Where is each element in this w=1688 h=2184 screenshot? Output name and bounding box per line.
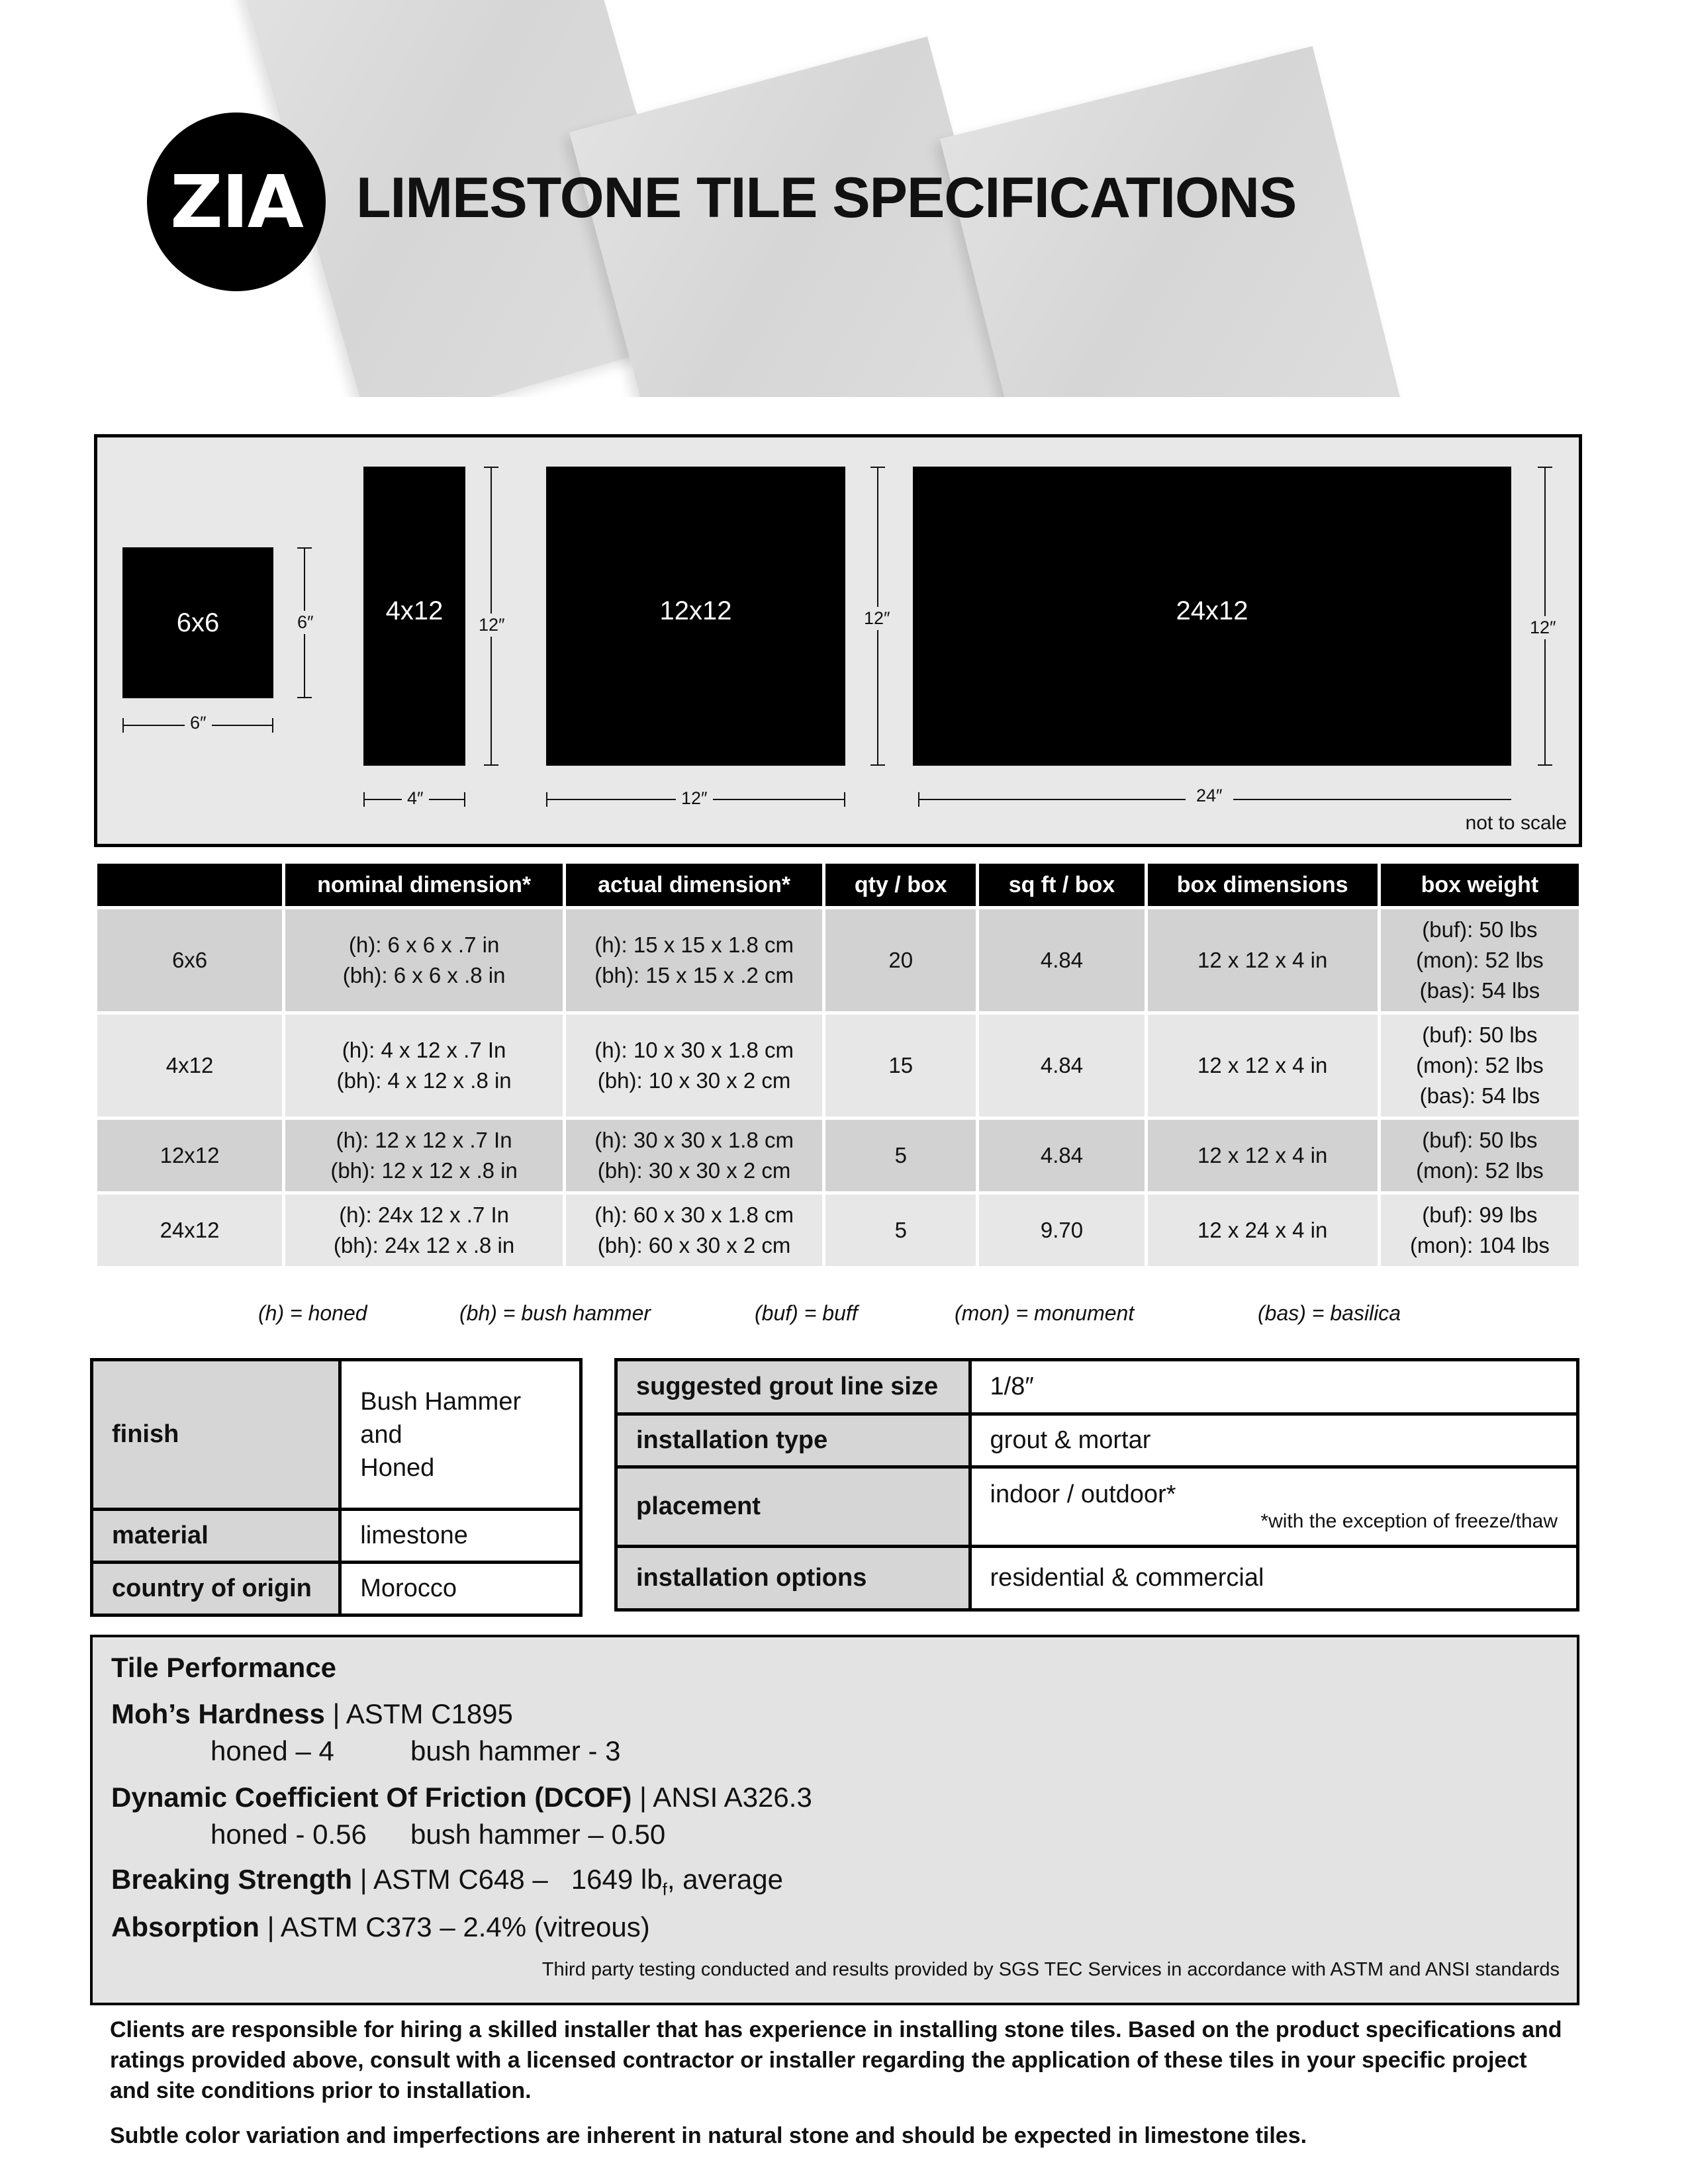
breaking-label: Breaking Strength <box>111 1864 353 1895</box>
placement-label: placement <box>616 1467 970 1547</box>
placement-value <box>970 1467 1577 1547</box>
size-cell: 4x12 <box>97 1015 282 1116</box>
box-dimensions-cell: 12 x 24 x 4 in <box>1148 1195 1378 1266</box>
performance-title: Tile Performance <box>111 1652 337 1683</box>
height-label: 6″ <box>296 611 315 634</box>
mohs-standard: | ASTM C1895 <box>324 1698 513 1729</box>
testing-note: Third party testing conducted and results provided by SGS TEC Services in accordance with ASTM and ANSI standards <box>541 1959 1560 1980</box>
dimension-tick <box>546 792 547 807</box>
finish-value <box>340 1360 581 1510</box>
width-label: 12″ <box>676 788 713 809</box>
placement-text: indoor / outdoor* <box>990 1480 1176 1508</box>
installation-options-value: residential & commercial <box>970 1547 1577 1610</box>
cell-line: (buf): 50 lbs <box>1422 917 1538 942</box>
column-header: nominal dimension* <box>285 864 563 906</box>
dcof-line <box>111 1782 812 1813</box>
mohs-honed: honed – 4 <box>211 1735 334 1766</box>
not-to-scale-note: not to scale <box>1465 812 1567 834</box>
nominal-cell <box>285 1120 563 1191</box>
tile-12x12 <box>546 467 845 766</box>
installation-type-row <box>616 1414 1578 1467</box>
specifications-table <box>94 860 1582 1269</box>
material-row <box>92 1510 581 1563</box>
tile-4x12 <box>363 467 465 766</box>
weight-cell <box>1381 1015 1579 1116</box>
installation-options-label: installation options <box>616 1547 970 1610</box>
column-header <box>97 864 282 906</box>
installer-disclaimer: Clients are responsible for hiring a skilled installer that has experience in installing stone tiles. Based on the product specifications and ratings provided above, consult with a licensed contractor or installer regarding the application of these tiles in your specific project and site conditions prior to installation. <box>110 2017 1562 2103</box>
size-cell: 6x6 <box>97 909 282 1011</box>
cell-line: (mon): 52 lbs <box>1416 1053 1544 1077</box>
breaking-strength-line <box>111 1864 783 1899</box>
grout-label: suggested grout line size <box>616 1360 970 1414</box>
cell-line: (bas): 54 lbs <box>1419 978 1540 1003</box>
installation-type-value: grout & mortar <box>970 1414 1577 1467</box>
cell-line: (h): 4 x 12 x .7 In <box>342 1038 506 1062</box>
cell-line: (bh): 4 x 12 x .8 in <box>336 1068 512 1093</box>
legend-item: (bas) = basilica <box>1258 1301 1401 1325</box>
column-header: qty / box <box>825 864 976 906</box>
dimension-tick <box>484 467 498 468</box>
finish-label: finish <box>92 1360 340 1510</box>
absorption-standard: | ASTM C373 – 2.4% (vitreous) <box>259 1911 650 1942</box>
column-header: box dimensions <box>1148 864 1378 906</box>
qty-cell: 5 <box>825 1195 976 1266</box>
finish-line: and <box>360 1420 402 1449</box>
cell-line: (bh): 15 x 15 x .2 cm <box>594 963 794 987</box>
tile-label: 4x12 <box>385 596 444 625</box>
cell-line: (bas): 54 lbs <box>1419 1083 1540 1108</box>
tile-24x12 <box>913 467 1511 766</box>
origin-label: country of origin <box>92 1563 340 1615</box>
mohs-bush-hammer: bush hammer - 3 <box>410 1735 621 1766</box>
abbreviation-legend <box>94 1301 1582 1334</box>
width-label: 4″ <box>402 788 429 809</box>
box-dimensions-cell: 12 x 12 x 4 in <box>1148 1120 1378 1191</box>
sqft-cell: 9.70 <box>979 1195 1144 1266</box>
mohs-label: Moh’s Hardness <box>111 1698 325 1729</box>
weight-cell <box>1381 1195 1579 1266</box>
cell-line: (bh): 10 x 30 x 2 cm <box>597 1068 791 1093</box>
tile-label: 24x12 <box>1176 596 1248 625</box>
cell-line: (h): 24x 12 x .7 In <box>339 1203 509 1227</box>
sqft-cell: 4.84 <box>979 1015 1144 1116</box>
qty-cell: 5 <box>825 1120 976 1191</box>
table-row <box>97 1120 1579 1191</box>
cell-line: (buf): 50 lbs <box>1422 1023 1538 1047</box>
cell-line: (bh): 6 x 6 x .8 in <box>342 963 506 987</box>
dimension-tick <box>272 718 273 733</box>
size-cell: 12x12 <box>97 1120 282 1191</box>
column-header: box weight <box>1381 864 1579 906</box>
weight-cell <box>1381 1120 1579 1191</box>
finish-line: Bush Hammer <box>360 1387 522 1416</box>
cell-line: (h): 10 x 30 x 1.8 cm <box>594 1038 794 1062</box>
tile-performance-box <box>90 1635 1579 2005</box>
finish-line: Honed <box>360 1453 435 1482</box>
cell-line: (bh): 12 x 12 x .8 in <box>330 1158 518 1183</box>
box-dimensions-cell: 12 x 12 x 4 in <box>1148 909 1378 1011</box>
cell-line: (bh): 24x 12 x .8 in <box>333 1233 515 1257</box>
qty-cell: 20 <box>825 909 976 1011</box>
sqft-cell: 4.84 <box>979 909 1144 1011</box>
cell-line: (mon): 52 lbs <box>1416 948 1544 972</box>
sqft-cell: 4.84 <box>979 1120 1144 1191</box>
cell-line: (h): 15 x 15 x 1.8 cm <box>594 933 794 957</box>
breaking-standard: | ASTM C648 – 1649 lb <box>352 1864 663 1895</box>
dimension-tick <box>1538 764 1552 766</box>
absorption-line <box>111 1911 650 1943</box>
dimension-tick <box>484 764 498 766</box>
dcof-standard: | ANSI A326.3 <box>632 1782 812 1813</box>
height-label: 12″ <box>863 607 892 630</box>
origin-row <box>92 1563 581 1615</box>
cell-line: (bh): 60 x 30 x 2 cm <box>597 1233 791 1257</box>
tile-6x6 <box>122 547 273 698</box>
logo-text: ZIA <box>170 159 303 244</box>
dcof-label: Dynamic Coefficient Of Friction (DCOF) <box>111 1782 632 1813</box>
nominal-cell <box>285 1015 563 1116</box>
cell-line: (h): 30 x 30 x 1.8 cm <box>594 1128 794 1152</box>
weight-cell <box>1381 909 1579 1011</box>
legend-item: (h) = honed <box>258 1301 367 1325</box>
table-row <box>97 1195 1579 1266</box>
page-title: LIMESTONE TILE SPECIFICATIONS <box>356 166 1297 230</box>
actual-cell <box>566 1015 822 1116</box>
cell-line: (mon): 104 lbs <box>1409 1233 1550 1257</box>
dimension-tick <box>918 792 919 807</box>
table-row <box>97 1015 1579 1116</box>
finish-row <box>92 1360 581 1510</box>
installation-info-table <box>614 1358 1579 1612</box>
qty-cell: 15 <box>825 1015 976 1116</box>
dimension-tick <box>297 697 312 698</box>
legend-item: (bh) = bush hammer <box>459 1301 651 1325</box>
width-label: 6″ <box>185 713 212 733</box>
dimension-tick <box>870 764 885 766</box>
height-label: 12″ <box>477 614 506 637</box>
tile-label: 12x12 <box>659 596 732 625</box>
tile-label: 6x6 <box>176 608 220 637</box>
cell-line: (h): 12 x 12 x .7 In <box>336 1128 512 1152</box>
tile-size-diagram <box>94 434 1582 847</box>
width-label: 24″ <box>1186 786 1233 806</box>
table-row <box>97 909 1579 1011</box>
actual-cell <box>566 1120 822 1191</box>
dcof-bush-hammer: bush hammer – 0.50 <box>410 1819 666 1850</box>
legend-item: (buf) = buff <box>755 1301 858 1325</box>
origin-value: Morocco <box>340 1563 581 1615</box>
height-label: 12″ <box>1528 616 1558 639</box>
cell-line: (bh): 30 x 30 x 2 cm <box>597 1158 791 1183</box>
zia-logo <box>147 113 326 291</box>
dimension-tick <box>363 792 365 807</box>
dimension-tick <box>844 792 845 807</box>
nominal-cell <box>285 909 563 1011</box>
cell-line: (buf): 50 lbs <box>1422 1128 1538 1152</box>
grout-value: 1/8″ <box>970 1360 1577 1414</box>
mohs-hardness-line <box>111 1698 513 1730</box>
installation-type-label: installation type <box>616 1414 970 1467</box>
cell-line: (h): 60 x 30 x 1.8 cm <box>594 1203 794 1227</box>
cell-line: (mon): 52 lbs <box>1416 1158 1544 1183</box>
nominal-cell <box>285 1195 563 1266</box>
breaking-subscript: f <box>662 1879 667 1899</box>
material-info-table <box>90 1358 583 1617</box>
legend-item: (mon) = monument <box>955 1301 1135 1325</box>
cell-line: (buf): 99 lbs <box>1422 1203 1538 1227</box>
placement-note: *with the exception of freeze/thaw <box>1260 1510 1558 1532</box>
dimension-tick <box>122 718 124 733</box>
dimension-tick <box>297 547 312 549</box>
column-header: sq ft / box <box>979 864 1144 906</box>
dimension-tick <box>464 792 465 807</box>
dimension-tick <box>1538 467 1552 468</box>
column-header: actual dimension* <box>566 864 822 906</box>
table-header-row <box>97 864 1579 906</box>
breaking-tail: , average <box>667 1864 783 1895</box>
color-variation-note: Subtle color variation and imperfections are inherent in natural stone and should be expected in limestone tiles. <box>110 2123 1307 2148</box>
material-label: material <box>92 1510 340 1563</box>
actual-cell <box>566 909 822 1011</box>
actual-cell <box>566 1195 822 1266</box>
grout-row <box>616 1360 1578 1414</box>
absorption-label: Absorption <box>111 1911 259 1942</box>
placement-row <box>616 1467 1578 1547</box>
size-cell: 24x12 <box>97 1195 282 1266</box>
material-value: limestone <box>340 1510 581 1563</box>
dimension-tick <box>870 467 885 468</box>
box-dimensions-cell: 12 x 12 x 4 in <box>1148 1015 1378 1116</box>
dcof-honed: honed - 0.56 <box>211 1819 367 1850</box>
installation-options-row <box>616 1547 1578 1610</box>
cell-line: (h): 6 x 6 x .7 in <box>348 933 500 957</box>
